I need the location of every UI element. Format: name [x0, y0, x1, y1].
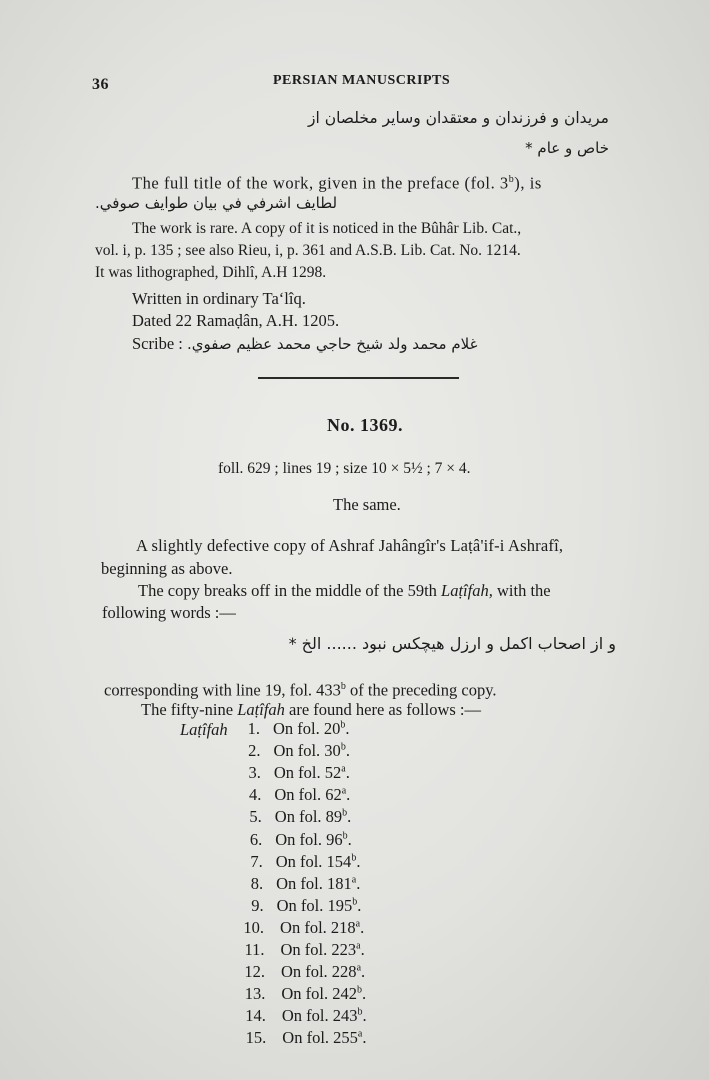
list-item-folio	[281, 984, 366, 1004]
list-item-folio-text: On fol. 181	[276, 873, 352, 893]
list-item-folio-side: a	[356, 962, 362, 974]
list-item-period: .	[360, 940, 365, 959]
written-line: Written in ordinary Ta‘lîq.	[132, 289, 306, 308]
list-item-number: 9.	[251, 895, 264, 915]
list-item-folio-text: On fol. 228	[280, 962, 357, 982]
list-item-folio-side: a	[351, 874, 357, 886]
list-item-period: .	[361, 962, 366, 982]
list-label-text: Laṭîfah	[180, 720, 228, 739]
list-item-folio	[275, 830, 352, 850]
list-item-folio-side: a	[355, 918, 361, 930]
list-item-number: 14.	[245, 1006, 266, 1026]
list-item-period: .	[356, 873, 361, 893]
list-item-folio	[274, 763, 350, 783]
list-item-folio	[274, 785, 350, 805]
list-item-period: .	[362, 1028, 367, 1048]
list-item-period: .	[360, 917, 365, 937]
list-item-folio-text: On fol. 195	[276, 895, 353, 915]
list-item-folio-text: On fol. 154	[275, 851, 352, 871]
arabic-quote: و از اصحاب اکمل و ارزل هیچکس نبود ...... الخ *	[288, 634, 616, 653]
title-sup: b	[508, 174, 515, 185]
arabic-work-title: لطایف اشرفي في بیان طوایف صوفي.	[95, 194, 338, 212]
fifty-nine-line	[141, 699, 481, 720]
list-item-number: 11.	[244, 940, 265, 959]
list-item-folio-side: a	[341, 785, 347, 797]
running-title: PERSIAN MANUSCRIPTS	[273, 73, 451, 88]
list-item-number: 10.	[243, 917, 265, 937]
list-item-period: .	[347, 829, 352, 849]
list-item-folio-side: a	[357, 1028, 363, 1040]
breaks-line-2: following words :—	[102, 603, 236, 622]
scribe-line	[132, 333, 477, 355]
arabic-line-1: مریدان و فرزندان و معتقدان وسایر مخلصان از	[307, 109, 609, 127]
fifty-text-b: are found here as follows :—	[284, 700, 482, 719]
breaks-text-a: The copy breaks off in the middle of the 59th	[138, 581, 442, 600]
entry-heading: No. 1369.	[327, 415, 403, 435]
list-item-period: .	[345, 741, 350, 761]
list-item-folio-text: On fol. 30	[273, 741, 341, 761]
list-item	[205, 940, 465, 962]
breaks-latifah: Laṭîfah,	[441, 581, 493, 600]
list-item-period: .	[347, 807, 352, 827]
list-item-folio-side: b	[342, 830, 348, 841]
list-item-folio-side: b	[351, 852, 357, 864]
list-item-folio-side: b	[357, 1006, 363, 1018]
list-item-number: 8.	[250, 873, 264, 893]
section-divider	[258, 377, 459, 379]
list-item-number: 13.	[244, 984, 266, 1004]
dated-line: Dated 22 Ramaḍân, A.H. 1205.	[132, 311, 340, 330]
list-item-period: .	[346, 785, 351, 805]
list-item-number: 7.	[250, 851, 263, 871]
corr-end: of the preceding copy.	[345, 680, 497, 700]
list-item	[204, 896, 464, 918]
list-item-folio-side: b	[340, 741, 346, 753]
rare-line-2: vol. i, p. 135 ; see also Rieu, i, p. 361 and A.S.B. Lib. Cat. No. 1214.	[95, 242, 521, 259]
breaks-line-1	[138, 580, 551, 601]
corresponding-line	[104, 676, 497, 701]
list-item-number: 4.	[248, 785, 262, 805]
list-item-period: .	[357, 895, 362, 915]
list-item-period: .	[362, 984, 367, 1004]
list-item	[200, 719, 460, 741]
list-item-folio-side: a	[341, 763, 346, 775]
list-item-number: 15.	[245, 1028, 267, 1048]
list-item-folio	[275, 807, 352, 827]
list-item-folio-text: On fol. 223	[280, 940, 357, 959]
list-item-folio-text: On fol. 255	[282, 1028, 358, 1048]
rare-line-3: It was lithographed, Dihlî, A.H 1298.	[95, 264, 327, 281]
list-item-folio-text: On fol. 96	[275, 829, 343, 849]
list-item	[201, 785, 461, 807]
corr-text: corresponding with line 19, fol. 433	[104, 680, 341, 700]
list-item-folio	[276, 874, 360, 894]
list-item-folio	[277, 896, 362, 916]
list-item	[206, 1006, 466, 1028]
list-item-number: 1.	[247, 719, 260, 738]
list-item-period: .	[345, 719, 350, 738]
same-line: The same.	[333, 495, 401, 514]
breaks-text-b: with the	[492, 581, 551, 600]
list-item-folio-side: b	[340, 719, 346, 731]
list-item-folio	[281, 940, 365, 960]
list-item-folio	[282, 1028, 366, 1048]
list-item-folio	[281, 962, 365, 982]
list-item-folio	[276, 852, 361, 872]
fifty-latifah: Laṭîfah	[237, 700, 285, 719]
list-item-folio-text: On fol. 243	[281, 1006, 358, 1026]
list-item-period: .	[362, 1006, 367, 1026]
arabic-line-2: خاص و عام *	[525, 139, 609, 157]
list-item-folio-text: On fol. 62	[274, 785, 342, 805]
list-item-period: .	[345, 763, 350, 783]
desc-line-1: A slightly defective copy of Ashraf Jahângîr's Laṭâ'if-i Ashrafî,	[136, 536, 564, 555]
list-item-folio-side: a	[356, 940, 361, 952]
list-item	[202, 830, 462, 852]
list-item-folio-side: b	[352, 896, 358, 908]
list-item	[202, 807, 462, 829]
list-item	[204, 918, 464, 940]
list-item-folio-text: On fol. 242	[281, 984, 358, 1004]
list-item	[203, 852, 463, 874]
list-item-number: 6.	[249, 829, 263, 849]
list-item-folio	[273, 719, 350, 739]
list-item	[206, 1028, 466, 1050]
list-item-folio-text: On fol. 89	[274, 807, 343, 827]
page-number: 36	[92, 76, 109, 93]
list-item-folio-side: b	[342, 807, 348, 819]
list-item-number: 2.	[248, 741, 261, 761]
list-item-period: .	[356, 851, 361, 871]
list-item	[201, 763, 461, 785]
list-item-folio-side: b	[357, 984, 363, 996]
list-item-number: 5.	[249, 807, 262, 827]
list-item-folio-text: On fol. 52	[273, 763, 342, 783]
list-item	[203, 874, 463, 896]
list-item	[205, 984, 465, 1006]
list-item	[200, 741, 460, 763]
corr-sup: b	[340, 681, 346, 692]
desc-line-2: beginning as above.	[101, 559, 233, 578]
title-text: The full title of the work, given in the preface (fol. 3	[132, 173, 509, 193]
scribe-label: Scribe :	[132, 334, 183, 353]
title-end: ), is	[514, 173, 542, 193]
list-item-number: 12.	[244, 962, 265, 982]
list-item-folio-text: On fol. 20	[273, 719, 341, 738]
list-item-folio	[280, 918, 364, 938]
scribe-arabic: غلام محمد ولد شیخ حاجي محمد عظیم صفوي.	[187, 335, 478, 353]
rare-line-1: The work is rare. A copy of it is noticed in the Bûhâr Lib. Cat.,	[132, 220, 522, 237]
foll-line: foll. 629 ; lines 19 ; size 10 × 5½ ; 7 × 4.	[218, 460, 471, 477]
list-item-number: 3.	[248, 763, 261, 783]
list-item-folio-text: On fol. 218	[280, 917, 356, 937]
list-item-folio	[273, 741, 350, 761]
title-paragraph	[132, 169, 542, 194]
fifty-text-a: The fifty-nine	[141, 700, 238, 719]
list-item-folio	[282, 1006, 367, 1026]
list-item	[205, 962, 465, 984]
